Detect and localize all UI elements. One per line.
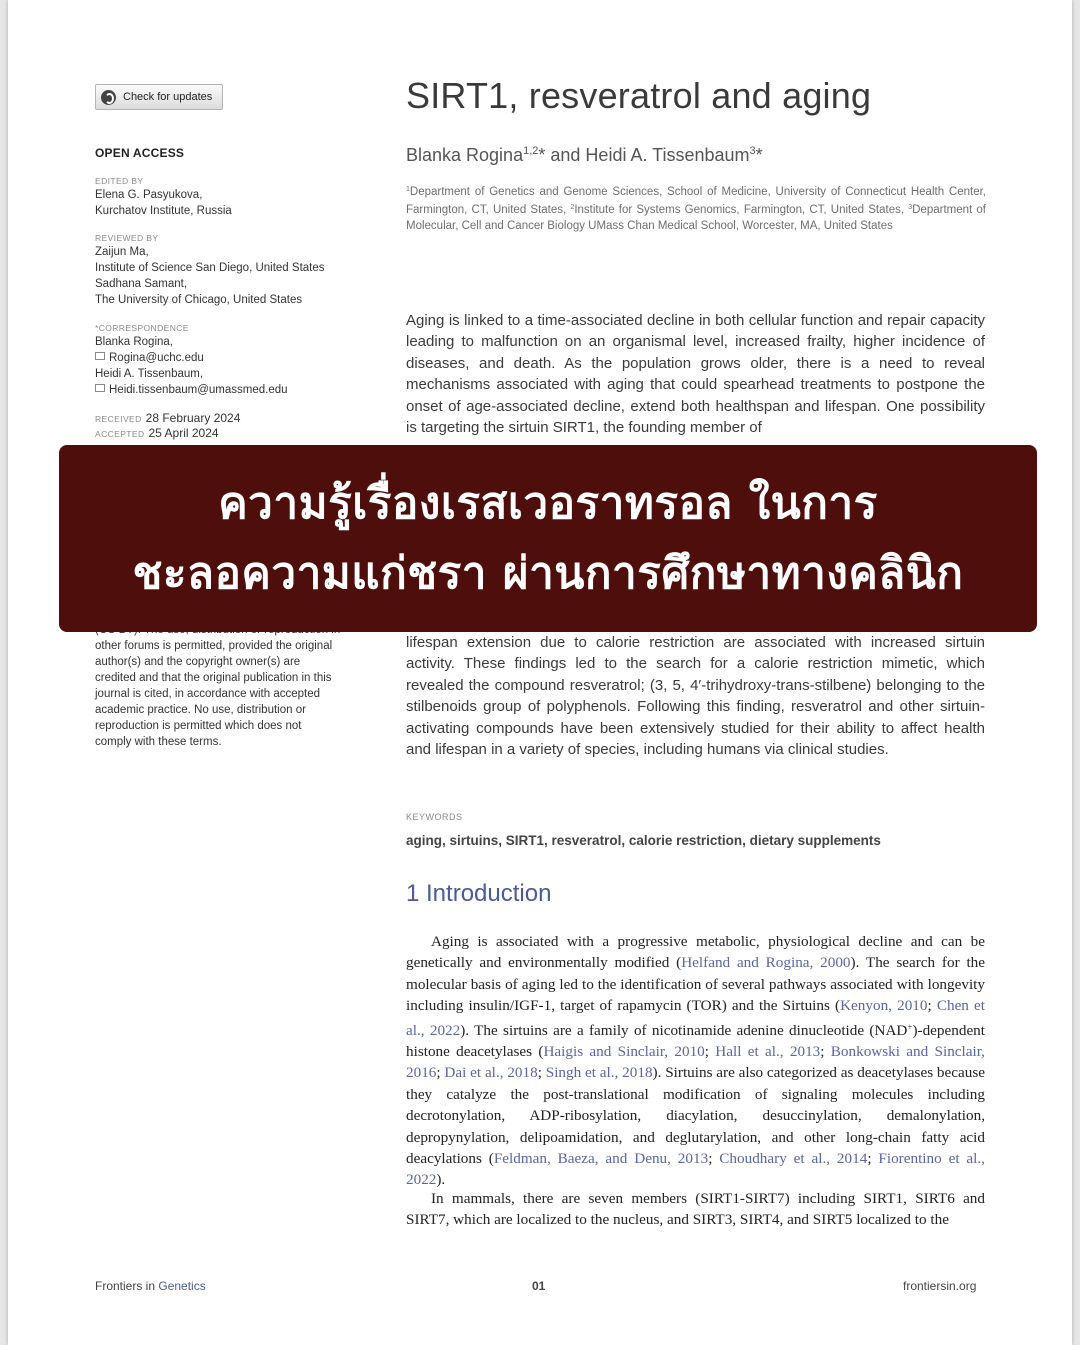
banner-line-1: ความรู้เรื่องเรสเวอราทรอล ในการ bbox=[218, 477, 878, 529]
reviewer-name: Zaijun Ma, bbox=[95, 246, 149, 258]
paragraph-text: ). The search for the molecular basis of aging led to the identification of several pathways associated with longevity including insulin/IGF-1, target of rapamycin (TOR) and the Sirtuins ( bbox=[406, 954, 985, 1015]
editor-name: Elena G. Pasyukova, bbox=[95, 189, 203, 201]
author-separator: * and Heidi A. Tissenbaum bbox=[538, 145, 750, 165]
paragraph-text: ; bbox=[867, 1150, 879, 1168]
banner-line-2: ชะลอความแก่ชรา ผ่านการศึกษาทางคลินิก bbox=[132, 547, 964, 599]
affiliation-marker: 2 bbox=[570, 204, 575, 211]
author-superscript: 3 bbox=[749, 145, 756, 157]
page-number: 01 bbox=[532, 1279, 546, 1293]
citation-link[interactable]: Dai et al., 2018 bbox=[444, 1064, 538, 1082]
affiliation-text: Department of Molecular, Cell and Cancer Biology UMass Chan Medical School, Worcester, MA, United States bbox=[406, 204, 986, 232]
affiliation-marker: 3 bbox=[908, 204, 913, 211]
license-line: author(s) and the copyright owner(s) are bbox=[95, 656, 301, 668]
citation-link[interactable]: Helfand and Rogina, 2000 bbox=[681, 954, 851, 972]
citation-link[interactable]: Singh et al., 2018 bbox=[545, 1064, 653, 1082]
footer-site-link[interactable]: frontiersin.org bbox=[903, 1279, 977, 1293]
correspondent-name: Heidi A. Tissenbaum, bbox=[95, 368, 204, 380]
thai-title-banner bbox=[59, 445, 1037, 632]
edited-by-label: EDITED BY bbox=[95, 176, 144, 186]
citation-link[interactable]: Bonkowski and Sinclair, 2016 bbox=[406, 1043, 985, 1082]
accepted-date bbox=[95, 426, 219, 443]
article-page bbox=[8, 0, 1072, 1345]
author-line bbox=[406, 145, 763, 166]
affiliation-marker: 1 bbox=[406, 186, 410, 193]
check-for-updates-button[interactable] bbox=[95, 84, 223, 110]
license-line: journal is cited, in accordance with accepted bbox=[95, 688, 321, 700]
intro-paragraph-2: In mammals, there are seven members (SIRT1-SIRT7) including SIRT1, SIRT6 and SIRT7, which are localized to the nucleus, and SIRT3, SIRT4, and SIRT5 localized to the bbox=[406, 1190, 985, 1229]
paragraph-text: ; bbox=[436, 1064, 445, 1082]
keywords: aging, sirtuins, SIRT1, resveratrol, calorie restriction, dietary supplements bbox=[406, 833, 881, 848]
check-for-updates-label: Check for updates bbox=[123, 91, 213, 103]
citation-link[interactable]: Chen et al., 2022 bbox=[406, 997, 985, 1039]
paragraph-text: ). Sirtuins are also categorized as deacetylases because they catalyze the post-translational modification of signaling molecules including decrotonylation, ADP-ribosylation, diacylation, desuccinylation, demalonylation, depropynylation, delipoamidation, and deglutarylation, and other long-chain fatty acid deacylations ( bbox=[406, 1064, 985, 1168]
editor-affiliation: Kurchatov Institute, Russia bbox=[95, 205, 232, 217]
license-line: academic practice. No use, distribution or bbox=[95, 704, 306, 716]
superscript: + bbox=[907, 1021, 913, 1032]
author-superscript: 1,2 bbox=[523, 145, 539, 157]
license-line: comply with these terms. bbox=[95, 736, 222, 748]
accepted-value: 25 April 2024 bbox=[148, 426, 219, 440]
article-title: SIRT1, resveratrol and aging bbox=[406, 75, 872, 116]
reviewer-name: Sadhana Samant, bbox=[95, 278, 188, 290]
author-name: Blanka Rogina bbox=[406, 145, 524, 165]
correspondent-email-link[interactable]: Heidi.tissenbaum@umassmed.edu bbox=[109, 384, 288, 396]
footer-journal-name[interactable]: Genetics bbox=[158, 1279, 206, 1293]
paragraph-text: ). The sirtuins are a family of nicotinamide adenine dinucleotide (NAD bbox=[460, 1021, 908, 1039]
citation-link[interactable]: Haigis and Sinclair, 2010 bbox=[543, 1043, 705, 1061]
abstract-bottom: lifespan extension due to calorie restriction are associated with increased sirtuin activity. These findings led to the search for a calorie restriction mimetic, which revealed the compound resveratrol; (3, 5, 4′-trihydroxy-trans-stilbene) belonging to the stilbenoids group of polyphenols. Following this finding, resveratrol and other sirtuin-activating compounds have been extensively studied for their ability to affect health and lifespan in a variety of species, including humans via clinical studies. bbox=[406, 634, 985, 759]
citation-link[interactable]: Kenyon, 2010 bbox=[840, 997, 928, 1015]
license-line: credited and that the original publication in this bbox=[95, 672, 332, 684]
email-icon bbox=[95, 384, 109, 396]
citation-link[interactable]: Choudhary et al., 2014 bbox=[719, 1150, 868, 1168]
paragraph-text: ; bbox=[704, 1043, 716, 1061]
correspondence-block bbox=[95, 322, 288, 398]
license-text bbox=[95, 622, 365, 750]
paragraph-text: ; bbox=[537, 1064, 546, 1082]
paragraph-text: Aging is associated with a progressive metabolic, physiological decline and can be genetically and environmentally modified ( bbox=[406, 933, 985, 972]
citation-link[interactable]: Fiorentino et al., 2022 bbox=[406, 1150, 985, 1189]
affiliation-text: Institute for Systems Genomics, Farmington, CT, United States, bbox=[574, 204, 909, 216]
refresh-icon bbox=[101, 90, 116, 105]
email-icon bbox=[95, 352, 109, 364]
license-line: reproduction is permitted which does not bbox=[95, 720, 302, 732]
correspondent-email-link[interactable]: Rogina@uchc.edu bbox=[109, 352, 204, 364]
received-label: RECEIVED bbox=[95, 414, 142, 424]
paragraph-text: ; bbox=[927, 997, 937, 1015]
citation-link[interactable]: Feldman, Baeza, and Denu, 2013 bbox=[493, 1150, 709, 1168]
intro-paragraph bbox=[406, 931, 985, 1191]
footer-journal-prefix: Frontiers in bbox=[95, 1279, 159, 1293]
paragraph-text: )-dependent histone deacetylases ( bbox=[406, 1021, 985, 1061]
author-asterisk: * bbox=[755, 145, 763, 165]
license-line: other forums is permitted, provided the original bbox=[95, 640, 333, 652]
correspondence-label: *CORRESPONDENCE bbox=[95, 323, 189, 333]
citation-link[interactable]: Hall et al., 2013 bbox=[715, 1043, 821, 1061]
received-value: 28 February 2024 bbox=[145, 411, 241, 425]
footer-journal bbox=[95, 1279, 206, 1293]
reviewed-by-block bbox=[95, 232, 325, 308]
accepted-label: ACCEPTED bbox=[95, 429, 145, 439]
reviewer-affiliation: The University of Chicago, United States bbox=[95, 294, 303, 306]
section-heading: 1 Introduction bbox=[406, 880, 552, 907]
reviewed-by-label: REVIEWED BY bbox=[95, 233, 159, 243]
correspondent-name: Blanka Rogina, bbox=[95, 336, 173, 348]
reviewer-affiliation: Institute of Science San Diego, United States bbox=[95, 262, 325, 274]
affiliations bbox=[406, 182, 986, 234]
affiliation-text: Department of Genetics and Genome Sciences, School of Medicine, University of Connecticut Health Center, Farmington, CT, United States, bbox=[406, 186, 986, 216]
edited-by-block bbox=[95, 175, 232, 219]
paragraph-text: ; bbox=[708, 1150, 720, 1168]
abstract-top: Aging is linked to a time-associated decline in both cellular function and repair capacity leading to malfunction on an organismal level, increased frailty, higher incidence of diseases, and death. As the population grows older, there is a need to reveal mechanisms associated with aging that could spearhead treatments to postpone the onset of age-associated decline, extend both healthspan and lifespan. One possibility is targeting the sirtuin SIRT1, the founding member of bbox=[406, 312, 985, 437]
paragraph-text: ; bbox=[820, 1043, 831, 1061]
paragraph-text: ). bbox=[436, 1171, 446, 1189]
keywords-label: KEYWORDS bbox=[406, 812, 463, 822]
open-access-label: OPEN ACCESS bbox=[95, 146, 185, 160]
